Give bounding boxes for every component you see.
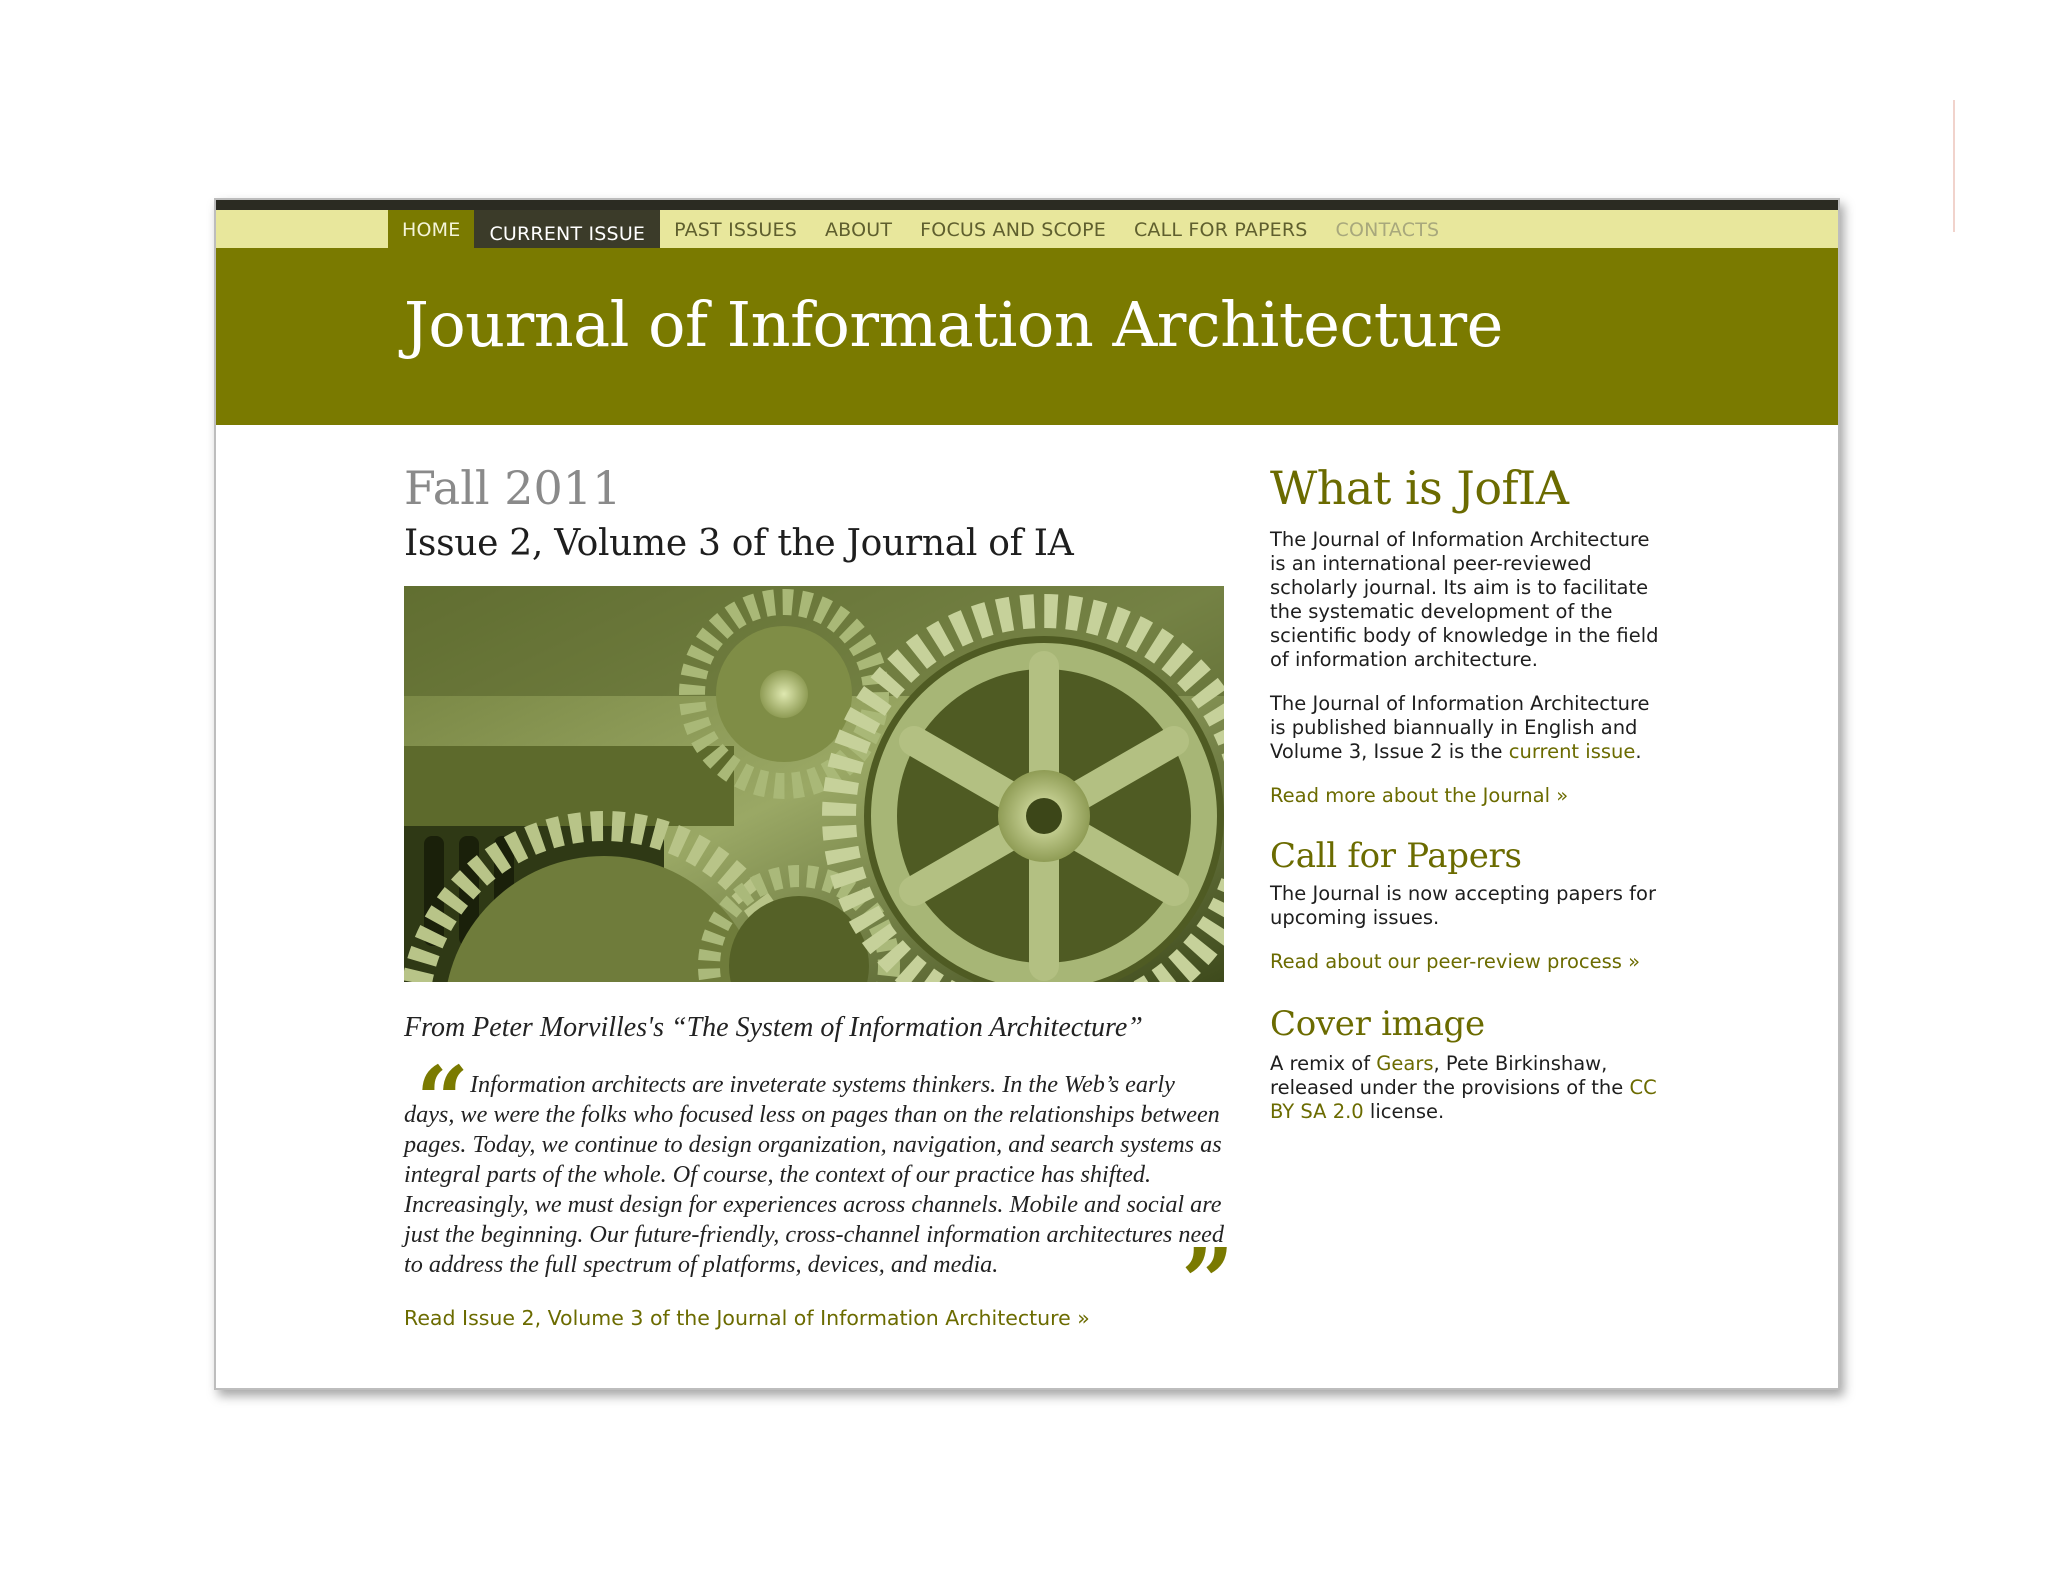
call-for-papers-title: Call for Papers — [1270, 836, 1522, 876]
header-banner — [216, 248, 1838, 425]
read-more-paragraph — [1270, 784, 1670, 808]
nav-focus-and-scope[interactable]: FOCUS AND SCOPE — [920, 219, 1106, 241]
about-title: What is JofIA — [1270, 461, 1569, 515]
nav-call-for-papers[interactable]: CALL FOR PAPERS — [1133, 219, 1308, 241]
top-rule — [216, 200, 1838, 210]
nav-current-issue[interactable]: CURRENT ISSUE — [474, 210, 660, 262]
cover-credit-middle: , Pete Birkinshaw, released under the provisions of the — [1270, 1052, 1630, 1099]
nav-about[interactable]: ABOUT — [824, 219, 893, 241]
publication-text — [1270, 692, 1670, 764]
about-text: The Journal of Information Architecture is an international peer-reviewed scholarly journal. Its aim is to facilitate the systematic development of the scientific body of knowledge in the field of information architecture. — [1270, 528, 1659, 671]
nav-bar — [216, 210, 1838, 248]
nav-past-issues[interactable]: PAST ISSUES — [674, 219, 797, 241]
read-more-link[interactable]: Read more about the Journal » — [1270, 784, 1569, 807]
publication-text-start: The Journal of Information Architecture is published biannually in English and Volume 3, Issue 2 is the — [1270, 692, 1650, 763]
nav-home[interactable]: HOME — [388, 210, 474, 248]
current-issue-link[interactable]: current issue — [1508, 740, 1636, 763]
site-title[interactable]: Journal of Information Architecture — [404, 288, 1503, 361]
nav-contacts[interactable]: CONTACTS — [1335, 219, 1440, 241]
sidebar — [1270, 460, 1670, 1124]
call-for-papers-text: The Journal is now accepting papers for upcoming issues. — [1270, 882, 1656, 929]
issue-season: Fall 2011 — [404, 461, 622, 515]
read-issue-link[interactable]: Read Issue 2, Volume 3 of the Journal of Information Architecture » — [404, 1306, 1090, 1330]
gears-link[interactable]: Gears — [1376, 1052, 1434, 1075]
issue-heading: Issue 2, Volume 3 of the Journal of IA — [404, 523, 1074, 564]
cover-credit-end: license. — [1363, 1100, 1445, 1123]
edge-mark — [1953, 100, 1955, 232]
open-quote-icon: “ — [416, 1046, 469, 1154]
cover-image — [404, 586, 1224, 982]
cover-image-title: Cover image — [1270, 1004, 1485, 1044]
close-quote-icon: ” — [1181, 1228, 1234, 1336]
cover-credit — [1270, 1052, 1670, 1124]
website-frame — [214, 198, 1840, 1390]
publication-text-end: . — [1635, 740, 1642, 763]
quote-source: From Peter Morvilles's “The System of Information Architecture” — [404, 1012, 1143, 1043]
quote-text: Information architects are inveterate systems thinkers. In the Web’s early days, we were the folks who focused less on pages than on the relationships between pages. Today, we continue to design organization, navigation, and search systems as integral parts of the whole. Of course, the context of our practice has shifted. Increasingly, we must design for experiences across channels. Mobile and social are just the beginning. Our future-friendly, cross-channel information architectures need to address the full spectrum of platforms, devices, and media. — [404, 1071, 1225, 1278]
main-content — [404, 460, 1234, 1336]
peer-review-link[interactable]: Read about our peer-review process » — [1270, 950, 1641, 973]
peer-review-paragraph — [1270, 950, 1670, 974]
cover-credit-start: A remix of — [1270, 1052, 1377, 1075]
license-link[interactable]: CC BY SA 2.0 — [1270, 1076, 1657, 1123]
